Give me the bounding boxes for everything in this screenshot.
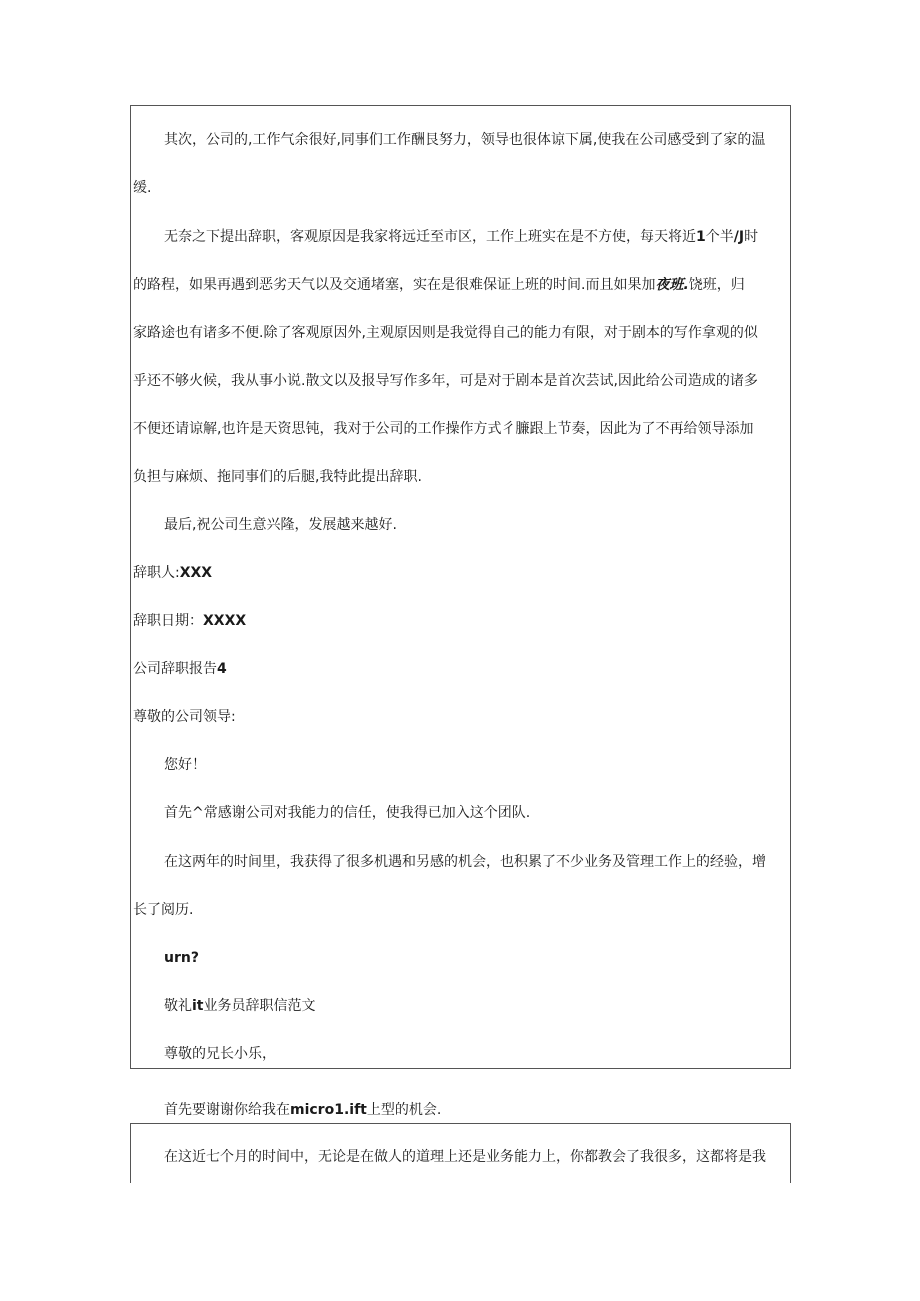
paragraph-line: 乎还不够火候，我从事小说.散文以及报导写作多年，可是对于剧本是首次芸试,因此给公司造成的诸多 bbox=[133, 373, 758, 389]
paragraph-line: 缓. bbox=[133, 180, 152, 196]
salutation: 尊敬的兄长小乐， bbox=[164, 1046, 276, 1062]
section-title: 公司辞职报告4 bbox=[133, 661, 227, 677]
resignation-date-line: 辞职日期：XXXX bbox=[133, 613, 247, 629]
paragraph-line: 不便还请谅解,也许是天资思钝，我对于公司的工作操作方式彳臁跟上节奏，因此为了不再给领导添加 bbox=[133, 421, 754, 437]
greeting: 您好！ bbox=[164, 757, 206, 773]
paragraph-line: 家路途也有诸多不便.除了客观原因外,主观原因则是我觉得自己的能力有限，对于剧本的写作拿观的似 bbox=[133, 325, 758, 341]
resignee-line: 辞职人:XXX bbox=[133, 565, 213, 581]
paragraph-line: 首先^常感谢公司对我能力的信任，使我得已加入这个团队. bbox=[164, 805, 531, 821]
section-title: 敬礼it业务员辞职信范文 bbox=[164, 998, 316, 1014]
paragraph-line: 在这两年的时间里，我获得了很多机遇和另感的机会，也积累了不少业务及管理工作上的经验，增 bbox=[164, 854, 766, 870]
paragraph-line: 首先要谢谢你给我在micro1.ift上型的机会. bbox=[164, 1102, 442, 1118]
paragraph-line: 负担与麻烦、拖同事们的后腿,我特此提出辞职. bbox=[133, 469, 422, 485]
garbled-line: urn? bbox=[164, 950, 199, 966]
paragraph-line: 无奈之下提出辞职，客观原因是我家将远迁至市区，工作上班实在是不方使，每天将近1个半/J时 bbox=[164, 229, 759, 245]
salutation: 尊敬的公司领导: bbox=[133, 709, 236, 725]
closing-wish: 最后,祝公司生意兴隆，发展越来越好. bbox=[164, 517, 397, 533]
paragraph-line: 的路程，如果再遇到恶劣天气以及交通堵塞，实在是很难保证上班的时间.而且如果加夜班.饶班，归 bbox=[133, 277, 745, 293]
paragraph-line: 其次，公司的,工作气余很好,同事们工作酬艮努力，领导也很体谅下属,使我在公司感受到了家的温 bbox=[164, 132, 766, 148]
paragraph-line: 在这近七个月的时间中，无论是在做人的道理上还是业务能力上，你都教会了我很多，这都将是我 bbox=[164, 1149, 766, 1165]
paragraph-line: 长了阅历. bbox=[133, 902, 194, 918]
document-frame-top bbox=[130, 105, 791, 1069]
